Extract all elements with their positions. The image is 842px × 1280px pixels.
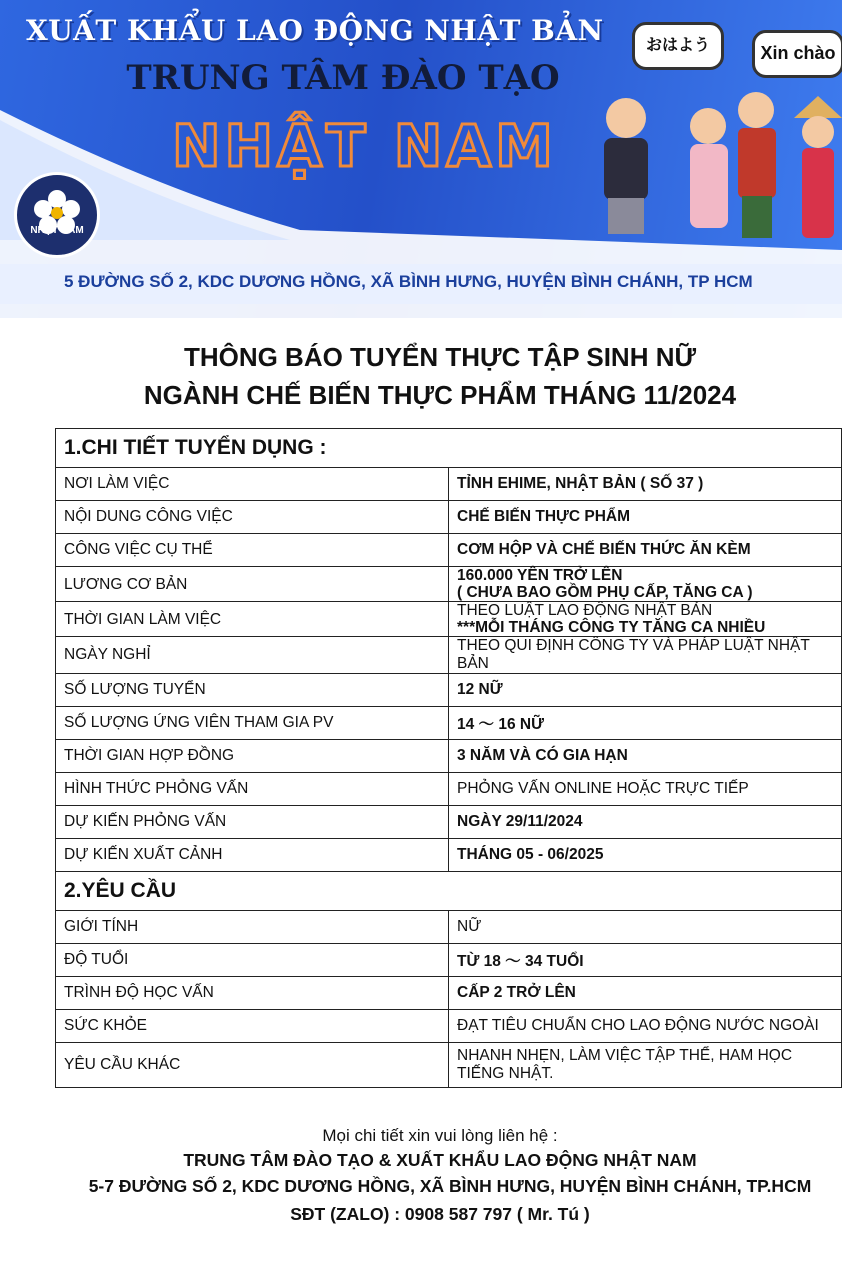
table-row: [56, 637, 842, 674]
row-value: TỈNH EHIME, NHẬT BẢN ( SỐ 37 ): [449, 468, 842, 501]
banner-line2: TRUNG TÂM ĐÀO TẠO: [126, 58, 560, 98]
row-value: THEO QUI ĐỊNH CÔNG TY VÀ PHÁP LUẬT NHẬT BẢN: [449, 637, 842, 674]
table-row: [56, 567, 842, 602]
sakura-flower-icon: [17, 175, 97, 255]
table-row: [56, 674, 842, 707]
row-value: NHANH NHẸN, LÀM VIỆC TẬP THỂ, HAM HỌC TIẾNG NHẬT.: [449, 1043, 842, 1088]
row-label: YÊU CẦU KHÁC: [56, 1043, 449, 1088]
table-row: [56, 1010, 842, 1043]
row-label: TRÌNH ĐỘ HỌC VẤN: [56, 977, 449, 1010]
section2-heading: 2.YÊU CẦU: [56, 872, 842, 911]
table-row: [56, 944, 842, 977]
row-label: LƯƠNG CƠ BẢN: [56, 567, 449, 602]
row-value: TỪ 18 ～ 34 TUỔI: [449, 944, 842, 977]
row-label: SỐ LƯỢNG ỨNG VIÊN THAM GIA PV: [56, 707, 449, 740]
page-title-line1: THÔNG BÁO TUYỂN THỰC TẬP SINH NỮ: [183, 342, 697, 372]
table-row: [56, 773, 842, 806]
row-value: CẤP 2 TRỞ LÊN: [449, 977, 842, 1010]
row-value: NGÀY 29/11/2024: [449, 806, 842, 839]
contact-organization: TRUNG TÂM ĐÀO TẠO & XUẤT KHẨU LAO ĐỘNG NHẬT NAM: [183, 1150, 697, 1170]
table-row: [56, 911, 842, 944]
banner-brand: NHẬT NAM: [172, 112, 557, 180]
row-label: DỰ KIẾN PHỎNG VẤN: [56, 806, 449, 839]
row-value: NỮ: [449, 911, 842, 944]
row-label: THỜI GIAN LÀM VIỆC: [56, 602, 449, 637]
section-heading-row: [56, 872, 842, 911]
row-label: NGÀY NGHỈ: [56, 637, 449, 674]
banner-address: 5 ĐƯỜNG SỐ 2, KDC DƯƠNG HỒNG, XÃ BÌNH HƯNG, HUYỆN BÌNH CHÁNH, TP HCM: [64, 272, 753, 291]
logo-text: NHẬT NAM: [30, 225, 84, 236]
table-row: [56, 534, 842, 567]
table-row: [56, 1043, 842, 1088]
row-label: DỰ KIẾN XUẤT CẢNH: [56, 839, 449, 872]
speech-bubble-vietnamese: Xin chào: [752, 30, 842, 78]
logo: [14, 172, 100, 258]
row-label: ĐỘ TUỔI: [56, 944, 449, 977]
row-value: CHẾ BIẾN THỰC PHẨM: [449, 501, 842, 534]
row-value: THÁNG 05 - 06/2025: [449, 839, 842, 872]
row-label: THỜI GIAN HỢP ĐỒNG: [56, 740, 449, 773]
row-value: [449, 567, 842, 602]
contact-phone: SĐT (ZALO) : 0908 587 797 ( Mr. Tú ): [290, 1204, 590, 1224]
row-value: 3 NĂM VÀ CÓ GIA HẠN: [449, 740, 842, 773]
row-label: GIỚI TÍNH: [56, 911, 449, 944]
row-value: 14 ～ 16 NỮ: [449, 707, 842, 740]
table-row: [56, 501, 842, 534]
page-title-line2: NGÀNH CHẾ BIẾN THỰC PHẨM THÁNG 11/2024: [143, 380, 737, 410]
table-row: [56, 839, 842, 872]
recruitment-table: [55, 428, 842, 1088]
row-label: SỨC KHỎE: [56, 1010, 449, 1043]
row-label: NỘI DUNG CÔNG VIỆC: [56, 501, 449, 534]
table-row: [56, 707, 842, 740]
row-value: [449, 602, 842, 637]
table-row: [56, 977, 842, 1010]
salary-value: 160.000 YÊN TRỞ LÊN: [457, 567, 623, 584]
row-label: SỐ LƯỢNG TUYỂN: [56, 674, 449, 707]
row-label: HÌNH THỨC PHỎNG VẤN: [56, 773, 449, 806]
table-row: [56, 740, 842, 773]
section-heading-row: [56, 429, 842, 468]
salary-note: ( CHƯA BAO GỒM PHỤ CẤP, TĂNG CA ): [457, 584, 753, 601]
contact-address: 5-7 ĐƯỜNG SỐ 2, KDC DƯƠNG HỒNG, XÃ BÌNH HƯNG, HUYỆN BÌNH CHÁNH, TP.HCM: [88, 1176, 812, 1196]
people-illustration: [604, 92, 842, 238]
worktime-note: ***MỖI THÁNG CÔNG TY TĂNG CA NHIỀU: [457, 619, 766, 636]
row-value: CƠM HỘP VÀ CHẾ BIẾN THỨC ĂN KÈM: [449, 534, 842, 567]
banner-line1: XUẤT KHẨU LAO ĐỘNG NHẬT BẢN: [26, 14, 604, 47]
table-row: [56, 806, 842, 839]
table-row: [56, 468, 842, 501]
table-row: [56, 602, 842, 637]
row-value: 12 NỮ: [449, 674, 842, 707]
row-value: PHỎNG VẤN ONLINE HOẶC TRỰC TIẾP: [449, 773, 842, 806]
row-label: CÔNG VIỆC CỤ THỂ: [56, 534, 449, 567]
contact-intro: Mọi chi tiết xin vui lòng liên hệ :: [322, 1126, 558, 1145]
row-label: NƠI LÀM VIỆC: [56, 468, 449, 501]
worktime-value: THEO LUẬT LAO ĐỘNG NHẬT BẢN: [457, 602, 713, 619]
section1-heading: 1.CHI TIẾT TUYỂN DỤNG :: [56, 429, 842, 468]
row-value: ĐẠT TIÊU CHUẨN CHO LAO ĐỘNG NƯỚC NGOÀI: [449, 1010, 842, 1043]
header-banner: [0, 0, 842, 318]
speech-bubble-japanese: おはよう: [632, 22, 724, 70]
